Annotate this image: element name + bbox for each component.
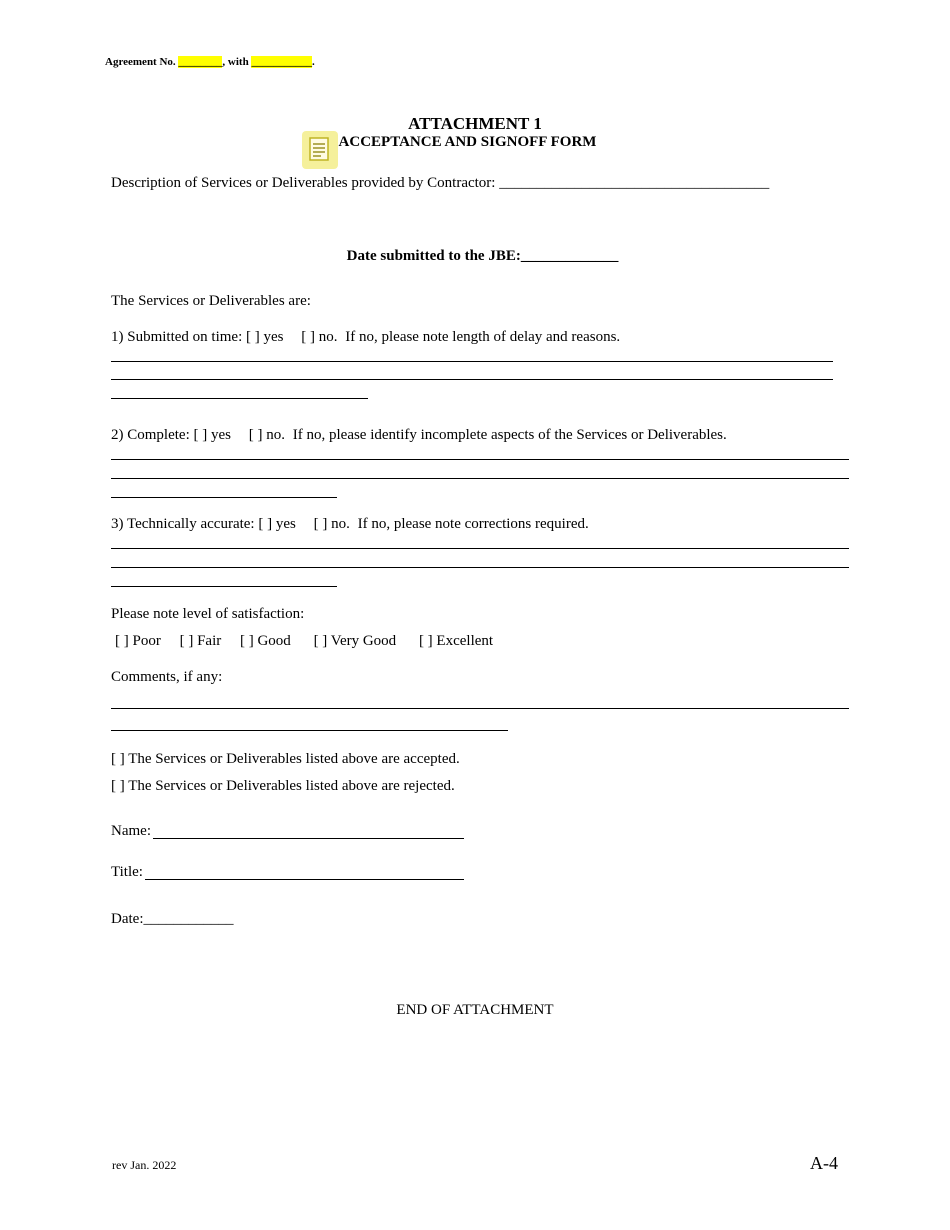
q3-instruction: If no, please note corrections required. [357, 516, 589, 532]
satisfaction-excellent-checkbox[interactable]: [ ] Excellent [418, 633, 494, 649]
rejected-checkbox[interactable]: [ ] The Services or Deliverables listed above are rejected. [111, 778, 455, 794]
q1-no-checkbox[interactable]: [ ] no. [301, 329, 338, 345]
q2-label: 2) Complete: [111, 427, 194, 443]
name-field[interactable] [153, 838, 464, 839]
satisfaction-very-good-checkbox[interactable]: [ ] Very Good [313, 633, 397, 649]
agreement-header [105, 56, 315, 68]
q2-no-checkbox[interactable]: [ ] no. [248, 427, 285, 443]
title-line-1: ATTACHMENT 1 [408, 114, 542, 133]
intro-text: The Services or Deliverables are: [111, 293, 311, 309]
description-line [111, 175, 769, 192]
q3-answer-line-1[interactable] [111, 548, 849, 549]
q2-answer-line-1[interactable] [111, 459, 849, 460]
q1-label: 1) Submitted on time: [111, 329, 246, 345]
name-label: Name: [111, 823, 151, 839]
question-submitted-on-time [111, 329, 620, 346]
comments-line-2[interactable] [111, 730, 508, 731]
accepted-checkbox[interactable]: [ ] The Services or Deliverables listed above are accepted. [111, 751, 460, 767]
q1-yes-checkbox[interactable]: [ ] yes [246, 329, 284, 345]
q1-answer-line-2[interactable] [111, 379, 833, 380]
date-submitted-line [0, 248, 950, 265]
title-label: Title: [111, 864, 143, 880]
title-line-2: ACCEPTANCE AND SIGNOFF FORM [338, 134, 597, 150]
q3-answer-line-2[interactable] [111, 567, 849, 568]
q2-yes-checkbox[interactable]: [ ] yes [193, 427, 231, 443]
q2-instruction: If no, please identify incomplete aspects of the Services or Deliverables. [292, 427, 727, 443]
q3-answer-line-3[interactable] [111, 586, 337, 587]
question-technically-accurate [111, 516, 589, 533]
date-field[interactable]: ____________ [143, 911, 234, 927]
description-field[interactable]: ____________________________________ [499, 175, 770, 191]
q1-instruction: If no, please note length of delay and reasons. [345, 329, 621, 345]
q3-no-checkbox[interactable]: [ ] no. [313, 516, 350, 532]
comments-line-1[interactable] [111, 708, 849, 709]
satisfaction-poor-checkbox[interactable]: [ ] Poor [115, 633, 161, 649]
date-submitted-field[interactable]: _____________ [520, 248, 619, 264]
contractor-name-field[interactable]: ___________ [251, 56, 312, 68]
end-of-attachment: END OF ATTACHMENT [396, 1002, 554, 1018]
satisfaction-options [115, 633, 493, 650]
satisfaction-label: Please note level of satisfaction: [111, 606, 305, 622]
satisfaction-fair-checkbox[interactable]: [ ] Fair [179, 633, 222, 649]
date-signoff-line [111, 911, 233, 928]
date-submitted-label: Date submitted to the JBE: [346, 248, 521, 264]
q1-answer-line-3[interactable] [111, 398, 368, 399]
description-label: Description of Services or Deliverables provided by Contractor: [111, 175, 500, 191]
date-label: Date: [111, 911, 144, 927]
revision-date: rev Jan. 2022 [112, 1158, 177, 1172]
question-complete [111, 427, 727, 444]
header-period: . [311, 56, 315, 68]
q1-answer-line-1[interactable] [111, 361, 833, 362]
comments-label: Comments, if any: [111, 669, 223, 685]
note-icon[interactable] [302, 131, 338, 169]
title-field[interactable] [145, 879, 464, 880]
agreement-label: Agreement No. [105, 56, 176, 68]
with-label: , with [222, 56, 249, 68]
q2-answer-line-2[interactable] [111, 478, 849, 479]
satisfaction-good-checkbox[interactable]: [ ] Good [239, 633, 291, 649]
agreement-number-field[interactable]: ________ [178, 56, 223, 68]
page-number: A-4 [810, 1153, 838, 1173]
q2-answer-line-3[interactable] [111, 497, 337, 498]
q3-yes-checkbox[interactable]: [ ] yes [258, 516, 296, 532]
q3-label: 3) Technically accurate: [111, 516, 259, 532]
